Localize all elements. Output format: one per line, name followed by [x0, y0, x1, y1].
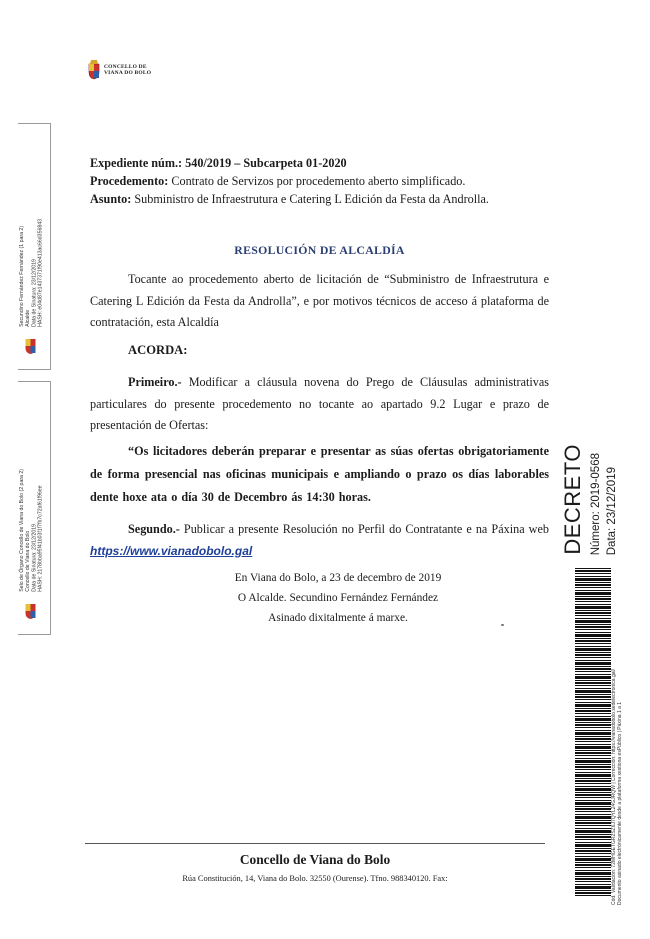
primeiro-paragraph [90, 372, 549, 437]
acorda-heading: ACORDA: [128, 343, 188, 357]
asunto-label: Asunto: [90, 192, 132, 206]
case-header [90, 154, 549, 208]
segundo-label: Segundo.- [128, 522, 180, 536]
expediente-value: 540/2019 – Subcarpeta 01-2020 [185, 156, 347, 170]
logo-line-1: CONCELLO DE [104, 63, 147, 70]
procedemento-value: Contrato de Servizos por procedemento aberto simplificado. [171, 174, 466, 188]
signature-box-alcalde [18, 123, 51, 370]
validation-line: Cód. Validación: 72MHGETGR2SZ6J7QYL24GJRQW | Corrección: https://vianadobolo.sedelectronica.gal/ [611, 668, 617, 905]
signature-box-seal [18, 381, 51, 635]
logo-line-2: VIANA DO BOLO [104, 70, 152, 76]
asunto-line [90, 190, 549, 208]
signature-line: Data de Sinatura: 23/12/2019 [31, 259, 38, 327]
municipal-logo [88, 60, 151, 80]
signature-line: Data de Sinatura: 23/12/2019 [31, 524, 38, 592]
coat-of-arms-icon [88, 60, 100, 80]
stray-mark [501, 624, 504, 626]
quote-paragraph: “Os licitadores deberán preparar e presentar as súas ofertas obrigatoriamente de forma presencial nas oficinas municipais e ampliando o prazo os días laborables dente hoxe ata o día 30 de Decembro ás 14:30 horas. [90, 444, 549, 504]
expediente-line [90, 154, 549, 172]
signoff-place-date: En Viana do Bolo, a 23 de decembro de 2019 [234, 572, 442, 584]
resolution-title: RESOLUCIÓN DE ALCALDÍA [234, 243, 405, 257]
asunto-value: Subministro de Infraestrutura e Catering L Edición da Festa da Androlla. [134, 192, 489, 206]
footer-address: Rúa Constitución, 14, Viana do Bolo. 32550 (Ourense). Tfno. 988340120. Fax: [182, 874, 448, 883]
segundo-text: Publicar a presente Resolución no Perfil do Contratante e na Páxina web [179, 522, 549, 536]
validation-text [611, 585, 623, 905]
signature-line: Alcalde [25, 309, 32, 327]
procedemento-line [90, 172, 549, 190]
signature-line: Selo de Órgano Concello de Viana do Bolo (2 para 2) [19, 469, 25, 592]
decree-stamp [558, 365, 630, 555]
signature-line: HASH: e04d87e1437371f90e413ac66d356843 [37, 219, 44, 327]
coat-of-arms-icon [24, 602, 37, 620]
intro-paragraph: Tocante ao procedemento aberto de licitación de “Subministro de Infraestrutura e Catering L Edición da Festa da Androlla”, e por motivos técnicos de acceso á plataforma de contratación, esta Alcaldía [90, 272, 549, 329]
coat-of-arms-icon [24, 337, 37, 355]
procedemento-label: Procedemento: [90, 174, 169, 188]
expediente-label: Expediente núm.: [90, 156, 183, 170]
validation-barcode [575, 568, 611, 898]
signoff-block [188, 568, 488, 628]
signoff-name: O Alcalde. Secundino Fernández Fernández [237, 592, 439, 604]
signature-line: Secundino Fernández Fernández (1 para 2) [19, 226, 25, 327]
validation-line: Documento asinado electrónicamente desde a plataforma xestiona esPúblico | Páxina 1 a 1 [617, 701, 623, 905]
segundo-paragraph [90, 519, 549, 562]
primeiro-label: Primeiro.- [128, 375, 182, 389]
footer-title: Concello de Viana do Bolo [239, 852, 391, 867]
signature-line: Concello de Viana do Bolo [25, 530, 32, 592]
signoff-note: Asinado dixitalmente á marxe. [268, 612, 408, 624]
decree-number: Número: 2019-0568 [590, 452, 602, 555]
footer-divider [85, 843, 545, 844]
primeiro-text: Modificar a cláusula novena do Prego de Cláusulas administrativas particulares do presente procedemento no tocante ao apartado 9.2 Lugar e prazo de presentación de Ofertas: [90, 375, 549, 432]
signature-line: HASH: 2178bba95f41b03f1f7fb7c72af61f96ee [37, 485, 44, 592]
decree-label: DECRETO [560, 444, 585, 555]
website-link[interactable]: https://www.vianadobolo.gal [90, 543, 253, 558]
decree-date: Data: 23/12/2019 [606, 466, 618, 555]
